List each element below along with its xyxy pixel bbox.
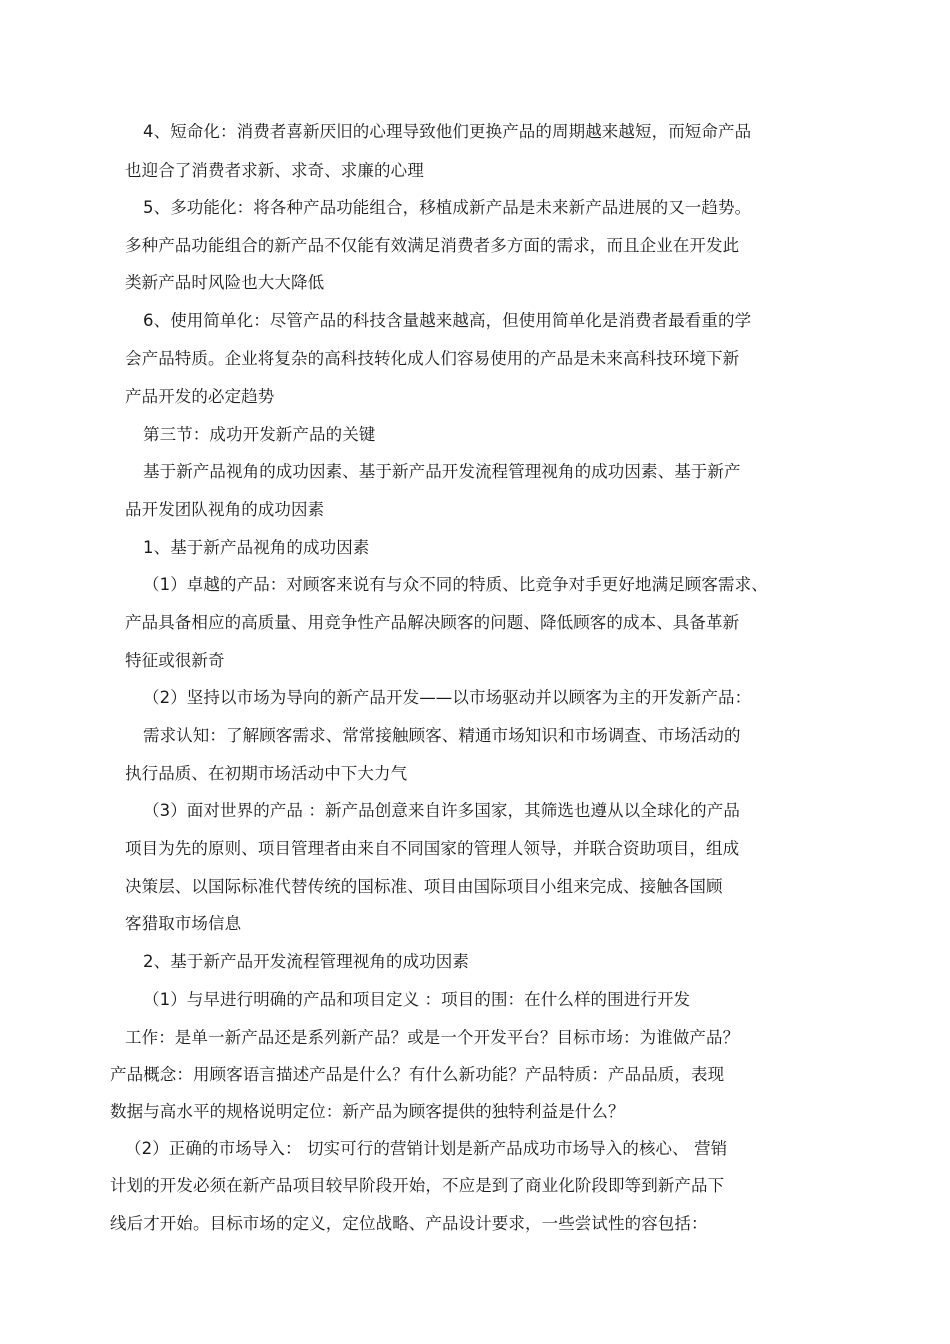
- item-superior-product-line-2: 产品具备相应的高质量、用竞争性产品解决顾客的问题、降低顾客的成本、具备革新: [125, 613, 740, 632]
- item-global-product-line-4: 客猎取市场信息: [125, 914, 242, 933]
- para-key-factors-line-2: 品开发团队视角的成功因素: [125, 500, 325, 519]
- section-heading: 第三节：成功开发新产品的关键: [143, 425, 376, 444]
- para-short-life-line-2: 也迎合了消费者求新、求奇、求廉的心理: [125, 161, 424, 180]
- item-market-oriented-line-1: （2）坚持以市场为导向的新产品开发——以市场驱动并以顾客为主的开发新产品：: [143, 688, 752, 707]
- subheading-product-view: 1、基于新产品视角的成功因素: [143, 538, 370, 557]
- item-superior-product-line-3: 特征或很新奇: [125, 651, 225, 670]
- item-market-launch-line-2: 计划的开发必须在新产品项目较早阶段开始，不应是到了商业化阶段即等到新产品下: [110, 1176, 725, 1195]
- para-multifunction-line-2: 多种产品功能组合的新产品不仅能有效满足消费者多方面的需求，而且企业在开发此: [125, 236, 740, 255]
- para-simple-use-line-2: 会产品特质。企业将复杂的高科技转化成人们容易使用的产品是未来高科技环境下新: [125, 349, 740, 368]
- para-simple-use-line-3: 产品开发的必定趋势: [125, 387, 275, 406]
- item-market-launch-line-1: （2）正确的市场导入： 切实可行的营销计划是新产品成功市场导入的核心、 营销: [125, 1139, 728, 1158]
- item-global-product-line-2: 项目为先的原则、项目管理者由来自不同国家的管理人领导，并联合资助项目，组成: [125, 839, 740, 858]
- para-simple-use-line-1: 6、使用简单化：尽管产品的科技含量越来越高，但使用简单化是消费者最看重的学: [143, 311, 752, 330]
- para-multifunction-line-1: 5、多功能化：将各种产品功能组合，移植成新产品是未来新产品进展的又一趋势。: [143, 198, 752, 217]
- para-short-life-line-1: 4、短命化：消费者喜新厌旧的心理导致他们更换产品的周期越来越短，而短命产品: [143, 122, 752, 141]
- item-early-definition-line-2: 工作：是单一新产品还是系列新产品？或是一个开发平台？目标市场：为谁做产品？: [125, 1028, 740, 1047]
- item-market-oriented-line-3: 执行品质、在初期市场活动中下大力气: [125, 764, 408, 783]
- item-global-product-line-3: 决策层、以国际标准代替传统的国标准、项目由国际项目小组来完成、接触各国顾: [125, 877, 723, 896]
- item-early-definition-line-3: 产品概念：用顾客语言描述产品是什么？有什么新功能？产品特质：产品品质，表现: [110, 1065, 725, 1084]
- subheading-process-view: 2、基于新产品开发流程管理视角的成功因素: [143, 952, 469, 971]
- item-market-oriented-line-2: 需求认知：了解顾客需求、常常接触顾客、精通市场知识和市场调查、市场活动的: [143, 726, 741, 745]
- item-market-launch-line-3: 线后才开始。目标市场的定义，定位战略、产品设计要求，一些尝试性的容包括：: [110, 1214, 708, 1233]
- para-key-factors-line-1: 基于新产品视角的成功因素、基于新产品开发流程管理视角的成功因素、基于新产: [143, 462, 741, 481]
- item-early-definition-line-4: 数据与高水平的规格说明定位：新产品为顾客提供的独特利益是什么？: [110, 1102, 625, 1121]
- item-global-product-line-1: （3）面对世界的产品 ：新产品创意来自许多国家，其筛选也遵从以全球化的产品: [143, 801, 740, 820]
- item-early-definition-line-1: （1）与早进行明确的产品和项目定义 ：项目的围：在什么样的围进行开发: [143, 990, 691, 1009]
- para-multifunction-line-3: 类新产品时风险也大大降低: [125, 273, 325, 292]
- item-superior-product-line-1: （1）卓越的产品：对顾客来说有与众不同的特质、比竞争对手更好地满足顾客需求、: [143, 575, 768, 594]
